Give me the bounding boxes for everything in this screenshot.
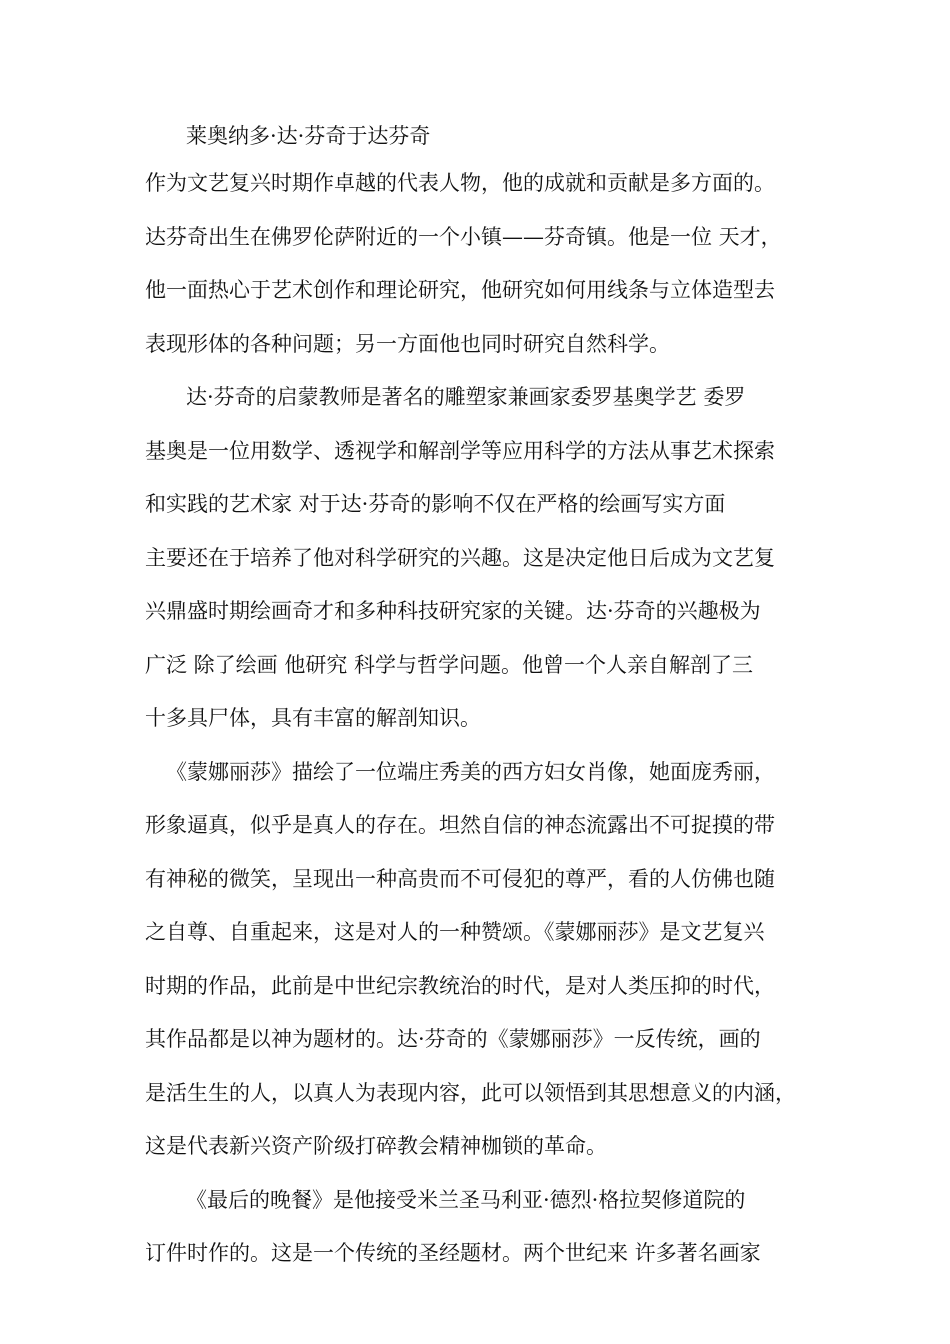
paragraph-1-line-3: 他一面热心于艺术创作和理论研究，他研究如何用线条与立体造型去 (145, 278, 775, 302)
paragraph-2-line-3: 和实践的艺术家 对于达·芬奇的影响不仅在严格的绘画写实方面 (145, 492, 726, 516)
paragraph-3-line-1: 《蒙娜丽莎》描绘了一位端庄秀美的西方妇女肖像，她面庞秀丽， (166, 760, 775, 784)
paragraph-3-line-3: 有神秘的微笑，呈现出一种高贵而不可侵犯的尊严，看的人仿佛也随 (145, 867, 775, 891)
paragraph-2-line-1: 达·芬奇的启蒙教师是著名的雕塑家兼画家委罗基奥学艺 委罗 (186, 385, 746, 409)
paragraph-3-line-5: 时期的作品，此前是中世纪宗教统治的时代，是对人类压抑的时代， (145, 974, 775, 998)
paragraph-1-line-4: 表现形体的各种问题；另一方面他也同时研究自然科学。 (145, 332, 670, 356)
document-title: 莱奥纳多·达·芬奇于达芬奇 (186, 124, 431, 148)
paragraph-2-line-5: 兴鼎盛时期绘画奇才和多种科技研究家的关键。达·芬奇的兴趣极为 (145, 599, 761, 623)
paragraph-3-line-7: 是活生生的人，以真人为表现内容，此可以领悟到其思想意义的内涵， (145, 1081, 796, 1105)
paragraph-1-line-2: 达芬奇出生在佛罗伦萨附近的一个小镇——芬奇镇。他是一位 天才， (145, 225, 782, 249)
paragraph-3-line-8: 这是代表新兴资产阶级打碎教会精神枷锁的革命。 (145, 1134, 607, 1158)
paragraph-4-line-1: 《最后的晚餐》是他接受米兰圣马利亚·德烈·格拉契修道院的 (186, 1188, 746, 1212)
paragraph-2-line-4: 主要还在于培养了他对科学研究的兴趣。这是决定他日后成为文艺复 (145, 546, 775, 570)
paragraph-1-line-1: 作为文艺复兴时期作卓越的代表人物，他的成就和贡献是多方面的。 (145, 171, 775, 195)
paragraph-2-line-7: 十多具尸体，具有丰富的解剖知识。 (145, 706, 481, 730)
paragraph-2-line-2: 基奥是一位用数学、透视学和解剖学等应用科学的方法从事艺术探索 (145, 439, 775, 463)
paragraph-3-line-2: 形象逼真，似乎是真人的存在。坦然自信的神态流露出不可捉摸的带 (145, 813, 775, 837)
paragraph-3-line-4: 之自尊、自重起来，这是对人的一种赞颂。《蒙娜丽莎》是文艺复兴 (145, 920, 765, 944)
paragraph-4-line-2: 订件时作的。这是一个传统的圣经题材。两个世纪来 许多著名画家 (145, 1241, 761, 1265)
paragraph-3-line-6: 其作品都是以神为题材的。达·芬奇的《蒙娜丽莎》一反传统，画的 (145, 1027, 761, 1051)
paragraph-2-line-6: 广泛 除了绘画 他研究 科学与哲学问题。他曾一个人亲自解剖了三 (145, 653, 754, 677)
